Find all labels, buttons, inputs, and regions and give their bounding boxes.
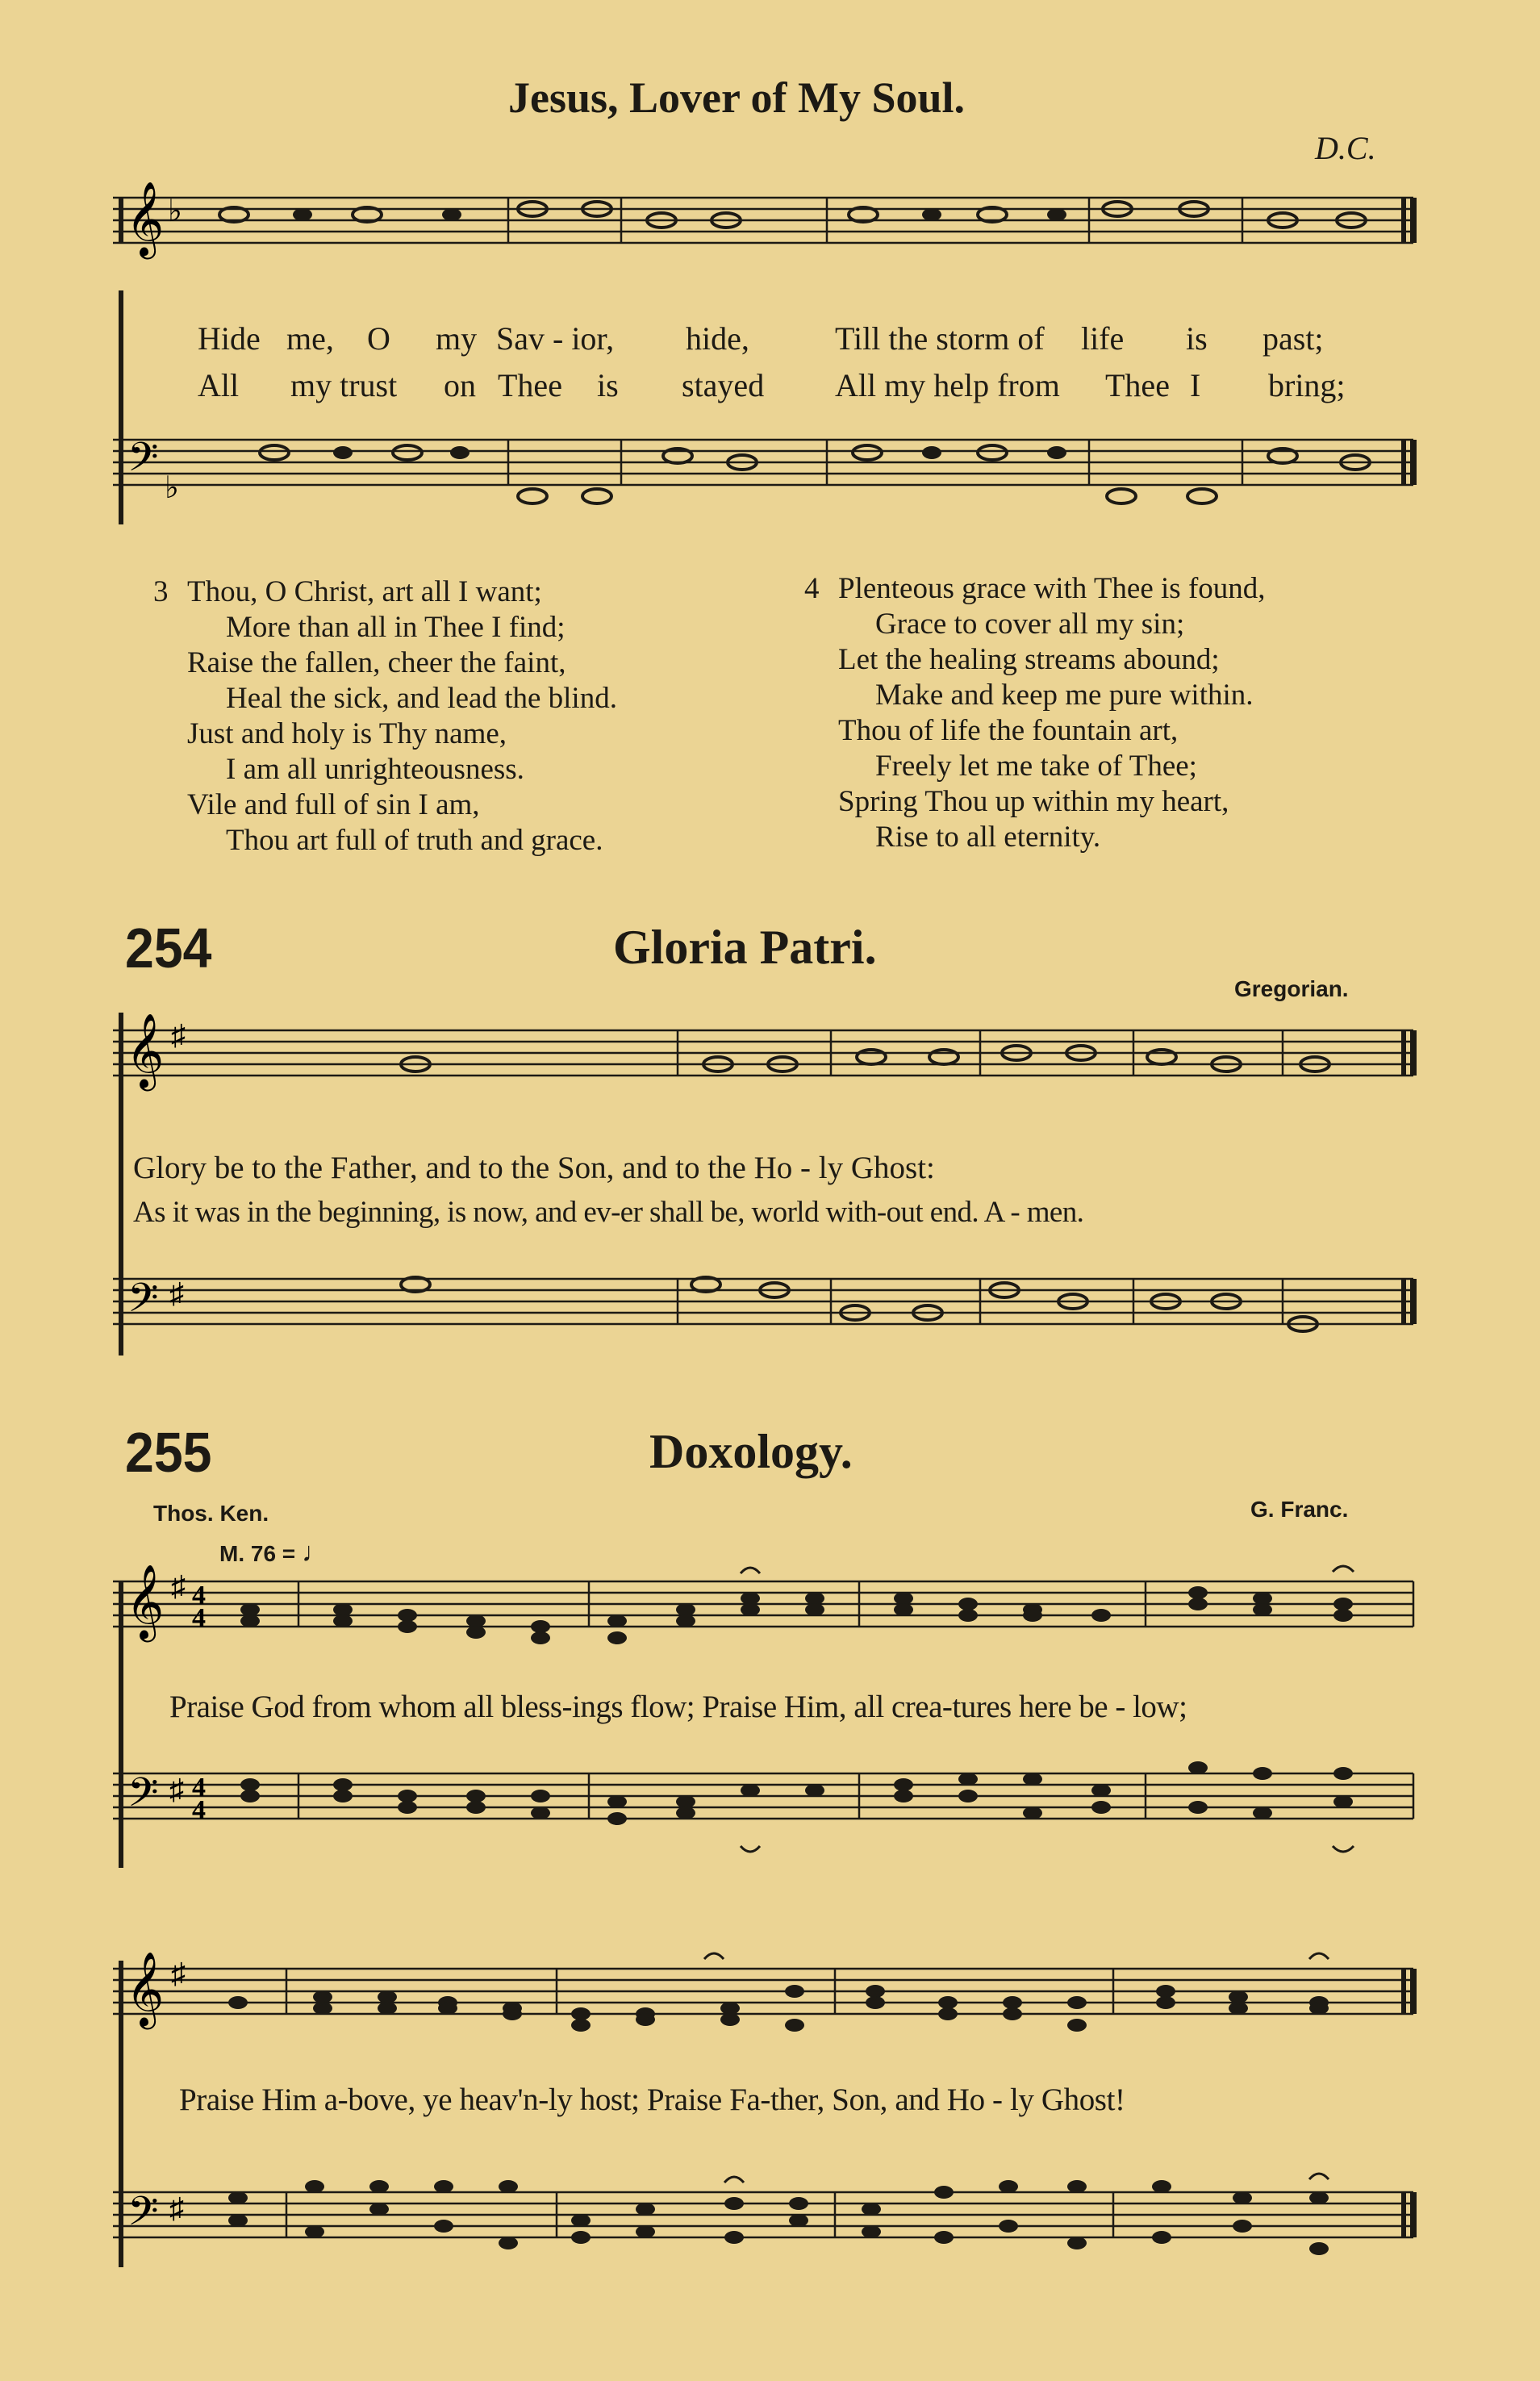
svg-text:♯: ♯ xyxy=(169,2192,184,2224)
svg-text:𝄞: 𝄞 xyxy=(126,1951,165,2026)
verse-4-number: 4 xyxy=(804,572,820,605)
hymn-255-lyrics-line-2: Praise Him a-bove, ye heav'n-ly host; Praise Fa-ther, Son, and Ho - ly Ghost! xyxy=(179,2082,1125,2117)
hymn-254-lyrics-line-2: As it was in the beginning, is now, and ev-er shall be, world with-out end. A - men. xyxy=(133,1196,1084,1229)
hymn-253-title: Jesus, Lover of My Soul. xyxy=(508,73,966,122)
svg-text:𝄞: 𝄞 xyxy=(126,181,165,256)
svg-text:♯: ♯ xyxy=(169,1773,184,1806)
hymn-255-treble-staff-1 xyxy=(113,1557,1420,1686)
hymn-253-bass-staff xyxy=(113,424,1420,553)
verse-3: 3 Thou, O Christ, art all I want; More than all in Thee I find; Raise the fallen, cheer the faint, Heal the sick, and lead the blind. Just and holy is Thy name, I am all unrighteousness. Vile and full of sin I am, Thou art full of truth and grace. xyxy=(153,575,617,857)
hymn-254-treble-staff xyxy=(113,1013,1420,1134)
hymn-255-treble-staff-2 xyxy=(113,1944,1420,2074)
hymn-255-author: Thos. Ken. xyxy=(153,1501,269,1526)
svg-text:4: 4 xyxy=(192,1773,206,1802)
hymn-254-composer: Gregorian. xyxy=(1234,976,1349,1001)
time-signature-bottom: 4 xyxy=(192,1603,206,1633)
svg-text:♭: ♭ xyxy=(168,194,182,228)
verse-4: 4 Plenteous grace with Thee is found, Grace to cover all my sin; Let the healing streams abound; Make and keep me pure within. Thou of life the fountain art, Freely let me take of Thee; Spring Thou up within my heart, Rise to all eternity. xyxy=(804,572,1266,854)
svg-text:𝄞: 𝄞 xyxy=(126,1013,165,1088)
time-signature-top: 4 xyxy=(192,1581,206,1610)
svg-text:𝄢: 𝄢 xyxy=(127,1769,159,1826)
svg-text:♯: ♯ xyxy=(171,1570,186,1602)
hymn-255-title: Doxology. xyxy=(649,1425,853,1478)
svg-text:𝄞: 𝄞 xyxy=(126,1564,165,1639)
svg-text:♯: ♯ xyxy=(171,1957,186,1990)
hymn-254-bass-staff xyxy=(113,1255,1420,1368)
hymn-254-number: 254 xyxy=(125,917,212,980)
hymn-255-bass-staff-2 xyxy=(113,2118,1420,2279)
hymn-254-lyrics-line-1: Glory be to the Father, and to the Son, and to the Ho - ly Ghost: xyxy=(133,1151,935,1185)
svg-text:𝄢: 𝄢 xyxy=(127,434,159,491)
svg-text:♭: ♭ xyxy=(165,471,179,505)
verse-3-number: 3 xyxy=(153,575,169,608)
hymn-255-lyrics-line-1: Praise God from whom all bless-ings flow; Praise Him, all crea-tures here be - low; xyxy=(169,1690,1187,1724)
svg-text:♯: ♯ xyxy=(169,1277,184,1310)
svg-text:𝄢: 𝄢 xyxy=(127,1275,159,1331)
hymn-255-composer: G. Franc. xyxy=(1250,1497,1349,1522)
hymn-255-bass-staff-1 xyxy=(113,1735,1420,1856)
svg-text:4: 4 xyxy=(192,1795,206,1825)
hymn-255-number: 255 xyxy=(125,1421,212,1484)
hymn-255-metronome: M. 76 = ♩ xyxy=(219,1537,329,1568)
svg-text:𝄢: 𝄢 xyxy=(127,2188,159,2245)
da-capo-marking: D.C. xyxy=(1315,130,1376,166)
hymn-254-title: Gloria Patri. xyxy=(613,921,877,974)
svg-text:♯: ♯ xyxy=(171,1019,186,1051)
